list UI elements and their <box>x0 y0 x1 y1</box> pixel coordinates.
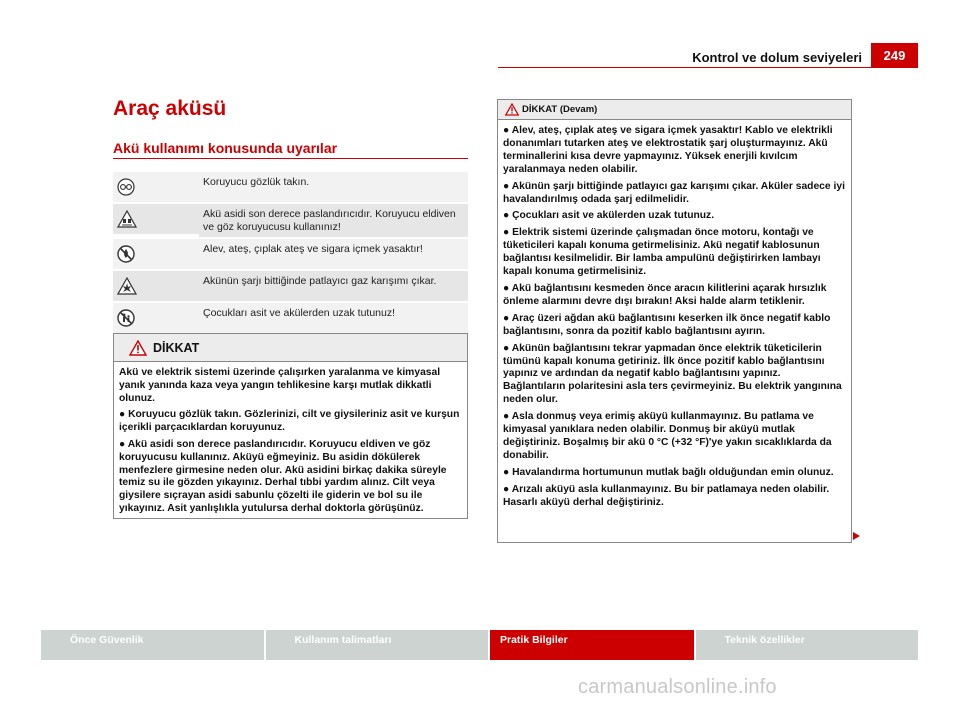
warning-title: DİKKAT <box>153 341 200 355</box>
warning-continued-body <box>498 120 851 509</box>
explosion-icon <box>117 277 137 295</box>
symbol-text: Akü asidi son derece paslandırıcıdır. Koruyucu eldiven ve göz koruyucusu kullanınız! <box>199 204 468 237</box>
tab-safety-first[interactable]: Önce Güvenlik <box>41 630 266 660</box>
no-fire-icon <box>117 245 135 263</box>
no-children-icon <box>117 309 135 327</box>
warning-continued-box <box>497 99 852 543</box>
warning-triangle-icon <box>129 340 147 356</box>
page-title: Araç aküsü <box>113 97 227 120</box>
warning-paragraph: ● Havalandırma hortumunun mutlak bağlı olduğundan emin olunuz. <box>503 466 834 478</box>
tab-operating-instructions[interactable]: Kullanım talimatları <box>266 630 491 660</box>
warning-paragraph: ● Araç üzeri ağdan akü bağlantısını keserken ilk önce negatif kablo bağlantısını, sonra da pozitif kablo bağlantısını ayırın. <box>503 312 831 337</box>
goggles-icon <box>117 178 135 196</box>
warning-paragraph: ● Akünün şarjı bittiğinde patlayıcı gaz karışımı çıkar. Aküler sadece iyi havalandırılmış odada şarj edilmelidir. <box>503 180 845 205</box>
warning-paragraph: ● Akü bağlantısını kesmeden önce aracın kilitlerini açarak hırsızlık önleme alarmını devre dışı bırakın! Aksi halde alarm tetiklenir. <box>503 282 827 307</box>
warning-paragraph: ● Çocukları asit ve akülerden uzak tutunuz. <box>503 210 715 222</box>
symbol-row <box>113 271 468 303</box>
warning-paragraph: ● Elektrik sistemi üzerinde çalışmadan önce motoru, kontağı ve tüketicileri kapalı konuma getirmelisiniz. Akü negatif kablosunun bağlantısı kesilmelidir. Bir lamba ampulünü değiştirirken lambayı kapalı konuma getirmelisiniz. <box>503 227 821 278</box>
warning-body <box>114 362 467 516</box>
warning-box <box>113 333 468 519</box>
symbol-row <box>113 239 468 271</box>
warning-continued-header <box>498 100 851 120</box>
warning-paragraph: ● Arızalı aküyü asla kullanmayınız. Bu bir patlamaya neden olabilir. Hasarlı aküyü derhal değiştiriniz. <box>503 483 830 508</box>
symbol-text: Akünün şarjı bittiğinde patlayıcı gaz karışımı çıkar. <box>199 271 468 301</box>
warning-paragraph: ● Asla donmuş veya erimiş aküyü kullanmayınız. Bu patlama ve kimyasal yanıklara neden olabilir. Donmuş bir aküyü mutlak değiştiriniz. Boşalmış bir akü 0 °C (+32 °F)'ye yakın sıcaklıklarda da donabilir. <box>503 411 832 461</box>
warning-paragraph: ● Akünün bağlantısını tekrar yapmadan önce elektrik tüketicilerin tümünü kapalı konuma getiriniz. İlk önce pozitif kablo bağlantısını yapınız ve ardından da negatif kablo bağlantısını yapınız. Bağlantıların polaritesini asla ters çevirmeyiniz. Bu elektrik yangınına neden olur. <box>503 342 842 406</box>
chapter-nav <box>41 630 918 660</box>
symbol-row <box>113 172 468 204</box>
warning-paragraph: ● Alev, ateş, çıplak ateş ve sigara içmek yasaktır! Kablo ve elektrikli donanımları tutarken ateş ve elektrostatik şarj oluşturmayınız. Akü terminallerini kısa devre yapmayınız. Yüksek enerjili kıvılcım yaralanmaya neden olabilir. <box>503 125 833 175</box>
symbol-row <box>113 303 468 335</box>
header-rule <box>498 67 871 68</box>
warning-paragraph: ● Koruyucu gözlük takın. Gözlerinizi, cilt ve giysileriniz asit ve kurşun içerikli parçacıklardan koruyunuz. <box>119 409 460 434</box>
safety-symbols-table <box>113 172 468 335</box>
section-subtitle: Akü kullanımı konusunda uyarılar <box>113 140 338 156</box>
tab-practical-tips[interactable]: Pratik Bilgiler <box>490 630 696 660</box>
warning-triangle-icon <box>505 103 519 116</box>
symbol-text: Alev, ateş, çıplak ateş ve sigara içmek yasaktır! <box>199 239 468 269</box>
symbol-text: Koruyucu gözlük takın. <box>199 172 468 202</box>
section-title: Kontrol ve dolum seviyeleri <box>692 50 862 65</box>
warning-paragraph: Akü ve elektrik sistemi üzerinde çalışırken yaralanma ve kimyasal yanık yanında kaza veya yangın tehlikesine karşı mutlak dikkatli olunuz. <box>119 367 441 404</box>
tab-technical-data[interactable]: Teknik özellikler <box>696 630 919 660</box>
acid-corrosive-icon <box>117 210 137 228</box>
page-number-badge: 249 <box>871 43 918 68</box>
watermark-text: carmanualsonline.info <box>578 676 777 698</box>
symbol-row <box>113 204 468 239</box>
subtitle-rule <box>113 158 468 159</box>
warning-continued-title: DİKKAT (Devam) <box>522 104 598 115</box>
symbol-text: Çocukları asit ve akülerden uzak tutunuz! <box>199 303 468 333</box>
warning-header <box>114 334 467 362</box>
continue-arrow-icon <box>853 532 860 540</box>
warning-paragraph: ● Akü asidi son derece paslandırıcıdır. Koruyucu eldiven ve göz koruyucusu kullanınız. Aküyü eğmeyiniz. Bu asidin dökülerek menfezlere girmesine neden olur. Akü asidini birkaç dakika süreyle temiz su ile gözden yıkayınız. Derhal tıbbi yardım alınız. Cilt veya giysilere sıçrayan asidi sabunlu çözelti ile giderin ve bol su ile yıkayınız. Asit yanlışlıkla yutulursa derhal doktorla görüşünüz. <box>119 438 447 514</box>
